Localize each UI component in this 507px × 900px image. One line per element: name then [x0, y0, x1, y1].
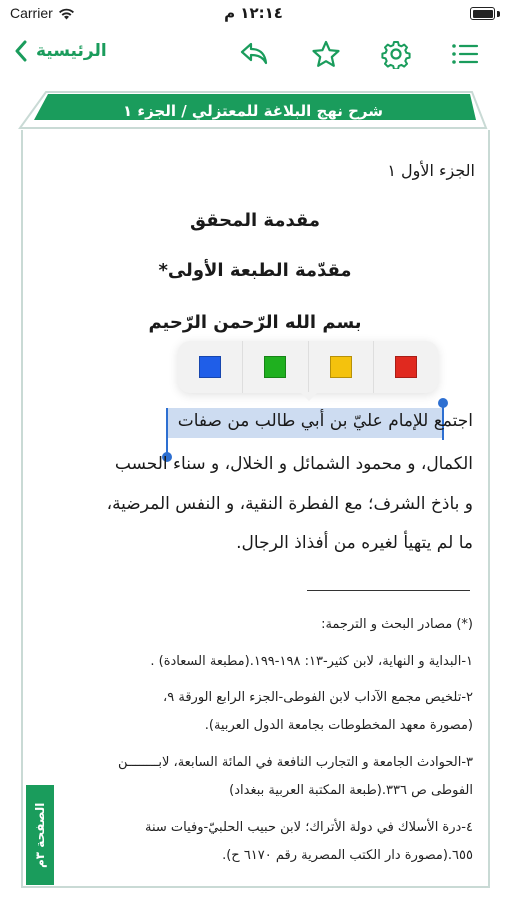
carrier-label: Carrier	[10, 5, 53, 21]
page-number-label: الصفحة ٣م	[33, 802, 47, 868]
battery-icon	[470, 7, 495, 20]
menu-button[interactable]	[448, 38, 482, 70]
selection-handle-end[interactable]	[438, 398, 448, 408]
popover-arrow	[300, 392, 318, 401]
clock: ١٢:١٤ م	[224, 4, 283, 22]
part-line: الجزء الأول ١	[387, 161, 475, 180]
highlight-yellow-button[interactable]	[309, 341, 374, 393]
footnote-line: ١-البداية و النهاية، لابن كثير-١٣: ١٩٨-١٩٩.(مطبعة السعادة) .	[150, 654, 473, 669]
nav-bar	[0, 30, 507, 78]
footnote-line: ٤-درة الأسلاك في دولة الأتراك؛ لابن حبيب الحلبيّ-وفيات سنة	[144, 820, 473, 835]
status-bar	[0, 0, 507, 30]
heading-investigator: مقدمة المحقق	[190, 210, 320, 231]
highlight-red-button[interactable]	[374, 341, 438, 393]
settings-button[interactable]	[379, 38, 413, 70]
back-button[interactable]	[14, 40, 107, 62]
heading-basmala: بسم الله الرّحمن الرّحيم	[148, 312, 362, 333]
footnote-divider	[307, 590, 470, 591]
footnote-line: (مصورة معهد المخطوطات بجامعة الدول العربية).	[204, 718, 473, 733]
blue-swatch	[199, 356, 221, 378]
yellow-swatch	[330, 356, 352, 378]
paragraph-line-1-rest: من صفات	[177, 411, 250, 431]
chevron-left-icon	[14, 40, 28, 62]
footnote-line: ٣-الحوادث الجامعة و التجارب النافعة في المائة السابعة، لابــــــــن	[117, 755, 473, 770]
footnote-line: ٢-تلخيص مجمع الآداب لابن الفوطى-الجزء الرابع الورقة ٩،	[163, 690, 473, 705]
highlight-blue-button[interactable]	[178, 341, 243, 393]
favorite-button[interactable]	[309, 38, 343, 70]
paragraph-line-3[interactable]: و باذخ الشرف؛ مع الفطرة النقية، و النفس المرضية،	[106, 494, 473, 514]
menu-icon	[450, 42, 480, 66]
footnote-line: ٦٥٥.(مصورة دار الكتب المصرية رقم ٦١٧٠ ح).	[222, 848, 473, 863]
battery-tip	[497, 11, 500, 17]
star-icon	[311, 40, 341, 68]
paragraph-line-4[interactable]: ما لم يتهيأ لغيره من أفذاذ الرجال.	[236, 533, 473, 553]
selection-handle-line-start	[166, 408, 168, 456]
book-title: شرح نهج البلاغة للمعتزلي / الجزء ١	[123, 102, 383, 120]
settings-icon	[381, 39, 411, 69]
highlight-green-button[interactable]	[243, 341, 308, 393]
share-back-icon	[239, 41, 269, 67]
back-label: الرئيسية	[36, 41, 107, 61]
selected-text[interactable]: اجتمع للإمام عليّ بن أبي طالب	[254, 411, 473, 431]
green-swatch	[264, 356, 286, 378]
heading-first-edition: مقدّمة الطبعة الأولى*	[158, 260, 352, 281]
share-back-button[interactable]	[237, 38, 271, 70]
highlight-color-popover	[178, 341, 438, 393]
paragraph-line-2[interactable]: الكمال، و محمود الشمائل و الخلال، و سناء الحسب	[114, 454, 473, 474]
notes-title: (*) مصادر البحث و الترجمة:	[321, 617, 473, 632]
red-swatch	[395, 356, 417, 378]
paragraph-line-1[interactable]	[178, 411, 473, 431]
footnote-line: الفوطى ص ٣٣٦.(طبعة المكتبة العربية ببغداد)	[229, 783, 473, 798]
